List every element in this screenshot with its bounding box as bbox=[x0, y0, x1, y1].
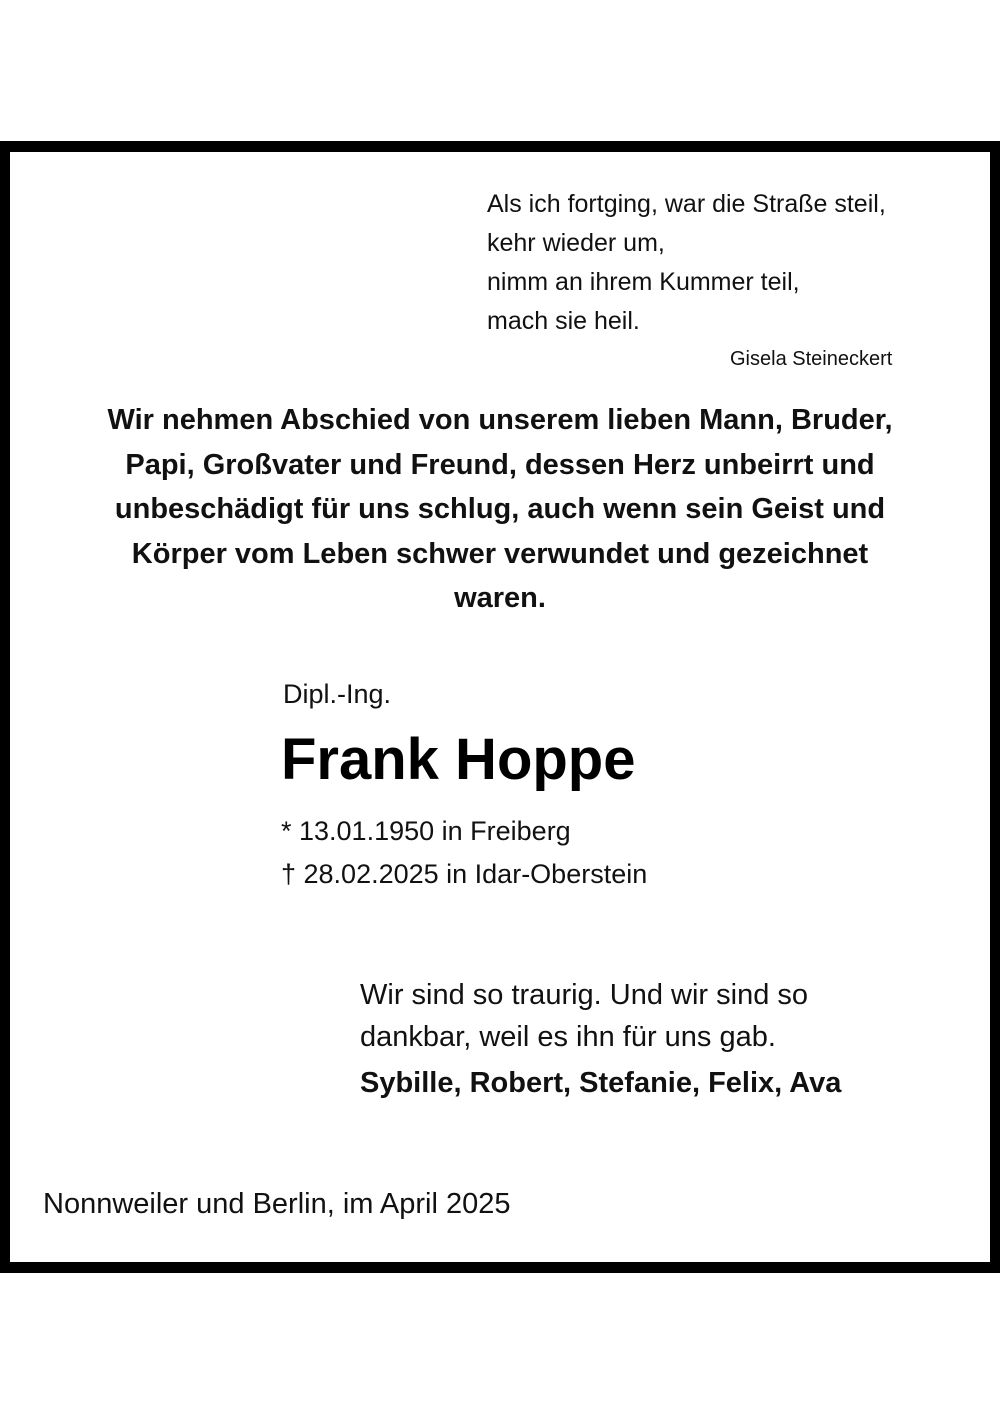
academic-title: Dipl.-Ing. bbox=[283, 679, 392, 709]
closing-line: dankbar, weil es ihn für uns gab. bbox=[360, 1021, 776, 1053]
place-and-date: Nonnweiler und Berlin, im April 2025 bbox=[43, 1188, 511, 1220]
deceased-name: Frank Hoppe bbox=[281, 727, 636, 792]
poem-author: Gisela Steineckert bbox=[730, 348, 893, 370]
poem-line: mach sie heil. bbox=[487, 307, 640, 335]
farewell-line: Wir nehmen Abschied von unserem lieben Mann, Bruder, bbox=[107, 404, 893, 436]
farewell-line: Papi, Großvater und Freund, dessen Herz unbeirrt und bbox=[125, 448, 875, 481]
poem-quote bbox=[487, 185, 957, 341]
farewell-text bbox=[40, 398, 960, 621]
death-date: † 28.02.2025 in Idar-Oberstein bbox=[281, 859, 648, 889]
poem-line: nimm an ihrem Kummer teil, bbox=[487, 268, 800, 296]
closing-line: Wir sind so traurig. Und wir sind so bbox=[360, 979, 809, 1011]
farewell-line: unbeschädigt für uns schlug, auch wenn sein Geist und bbox=[114, 493, 886, 525]
birth-date: * 13.01.1950 in Freiberg bbox=[281, 816, 571, 846]
mourners-names: Sybille, Robert, Stefanie, Felix, Ava bbox=[360, 1067, 842, 1099]
closing-text bbox=[360, 974, 808, 1058]
poem-line: kehr wieder um, bbox=[487, 229, 665, 257]
life-dates bbox=[281, 810, 647, 896]
farewell-line: Körper vom Leben schwer verwundet und gezeichnet bbox=[131, 537, 869, 570]
farewell-line: waren. bbox=[454, 582, 546, 614]
poem-line: Als ich fortging, war die Straße steil, bbox=[487, 190, 886, 218]
